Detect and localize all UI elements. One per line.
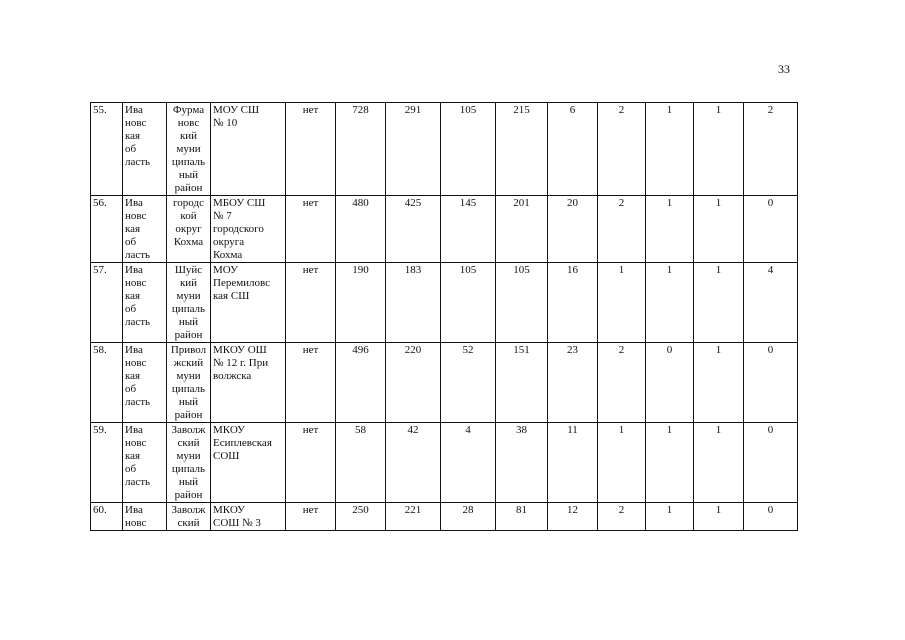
row-number-cell: 58. (91, 343, 123, 423)
row-number-cell: 57. (91, 263, 123, 343)
value-cell: 105 (441, 263, 496, 343)
district-cell: Фурма новс кий муни ципаль ный район (167, 103, 211, 196)
district-cell: Заволж ский муни ципаль ный район (167, 423, 211, 503)
value-cell: 2 (598, 503, 646, 531)
value-cell: 250 (336, 503, 386, 531)
value-cell: 105 (441, 103, 496, 196)
value-cell: 1 (694, 103, 744, 196)
value-cell: 145 (441, 196, 496, 263)
value-cell: 480 (336, 196, 386, 263)
value-cell: 151 (496, 343, 548, 423)
value-cell: 2 (598, 103, 646, 196)
value-cell: 1 (646, 423, 694, 503)
school-cell: МОУ Перемиловс кая СШ (211, 263, 286, 343)
school-cell: МКОУ СОШ № 3 (211, 503, 286, 531)
district-cell: Шуйс кий муни ципаль ный район (167, 263, 211, 343)
value-cell: 20 (548, 196, 598, 263)
value-cell: 52 (441, 343, 496, 423)
value-cell: 58 (336, 423, 386, 503)
school-cell: МКОУ Есиплевская СОШ (211, 423, 286, 503)
page-number: 33 (778, 62, 790, 76)
district-cell: Заволж ский (167, 503, 211, 531)
flag-cell: нет (286, 343, 336, 423)
value-cell: 183 (386, 263, 441, 343)
table-row (91, 103, 798, 196)
value-cell: 1 (646, 103, 694, 196)
value-cell: 81 (496, 503, 548, 531)
row-number-cell: 59. (91, 423, 123, 503)
value-cell: 728 (336, 103, 386, 196)
value-cell: 215 (496, 103, 548, 196)
value-cell: 220 (386, 343, 441, 423)
value-cell: 16 (548, 263, 598, 343)
value-cell: 1 (598, 263, 646, 343)
value-cell: 105 (496, 263, 548, 343)
value-cell: 201 (496, 196, 548, 263)
value-cell: 38 (496, 423, 548, 503)
value-cell: 42 (386, 423, 441, 503)
value-cell: 221 (386, 503, 441, 531)
value-cell: 12 (548, 503, 598, 531)
value-cell: 4 (744, 263, 798, 343)
school-cell: МБОУ СШ № 7 городского округа Кохма (211, 196, 286, 263)
value-cell: 1 (646, 263, 694, 343)
flag-cell: нет (286, 103, 336, 196)
value-cell: 0 (646, 343, 694, 423)
value-cell: 23 (548, 343, 598, 423)
table-row (91, 503, 798, 531)
value-cell: 0 (744, 503, 798, 531)
row-number-cell: 55. (91, 103, 123, 196)
value-cell: 425 (386, 196, 441, 263)
value-cell: 2 (598, 196, 646, 263)
table-row (91, 423, 798, 503)
flag-cell: нет (286, 196, 336, 263)
value-cell: 2 (744, 103, 798, 196)
table-row (91, 263, 798, 343)
row-number-cell: 60. (91, 503, 123, 531)
value-cell: 190 (336, 263, 386, 343)
value-cell: 1 (694, 263, 744, 343)
region-cell: Ива новс кая об ласть (123, 263, 167, 343)
school-cell: МОУ СШ № 10 (211, 103, 286, 196)
row-number-cell: 56. (91, 196, 123, 263)
district-cell: городс кой округ Кохма (167, 196, 211, 263)
district-cell: Привол жский муни ципаль ный район (167, 343, 211, 423)
value-cell: 1 (646, 196, 694, 263)
flag-cell: нет (286, 503, 336, 531)
region-cell: Ива новс (123, 503, 167, 531)
region-cell: Ива новс кая об ласть (123, 196, 167, 263)
value-cell: 1 (694, 343, 744, 423)
region-cell: Ива новс кая об ласть (123, 103, 167, 196)
value-cell: 1 (694, 196, 744, 263)
data-table (90, 102, 798, 531)
value-cell: 28 (441, 503, 496, 531)
table-row (91, 196, 798, 263)
value-cell: 0 (744, 196, 798, 263)
value-cell: 496 (336, 343, 386, 423)
value-cell: 11 (548, 423, 598, 503)
flag-cell: нет (286, 263, 336, 343)
school-cell: МКОУ ОШ № 12 г. При волжска (211, 343, 286, 423)
value-cell: 2 (598, 343, 646, 423)
value-cell: 291 (386, 103, 441, 196)
region-cell: Ива новс кая об ласть (123, 423, 167, 503)
region-cell: Ива новс кая об ласть (123, 343, 167, 423)
value-cell: 0 (744, 423, 798, 503)
value-cell: 1 (694, 503, 744, 531)
value-cell: 1 (694, 423, 744, 503)
table-row (91, 343, 798, 423)
flag-cell: нет (286, 423, 336, 503)
value-cell: 1 (598, 423, 646, 503)
value-cell: 0 (744, 343, 798, 423)
value-cell: 6 (548, 103, 598, 196)
value-cell: 4 (441, 423, 496, 503)
value-cell: 1 (646, 503, 694, 531)
